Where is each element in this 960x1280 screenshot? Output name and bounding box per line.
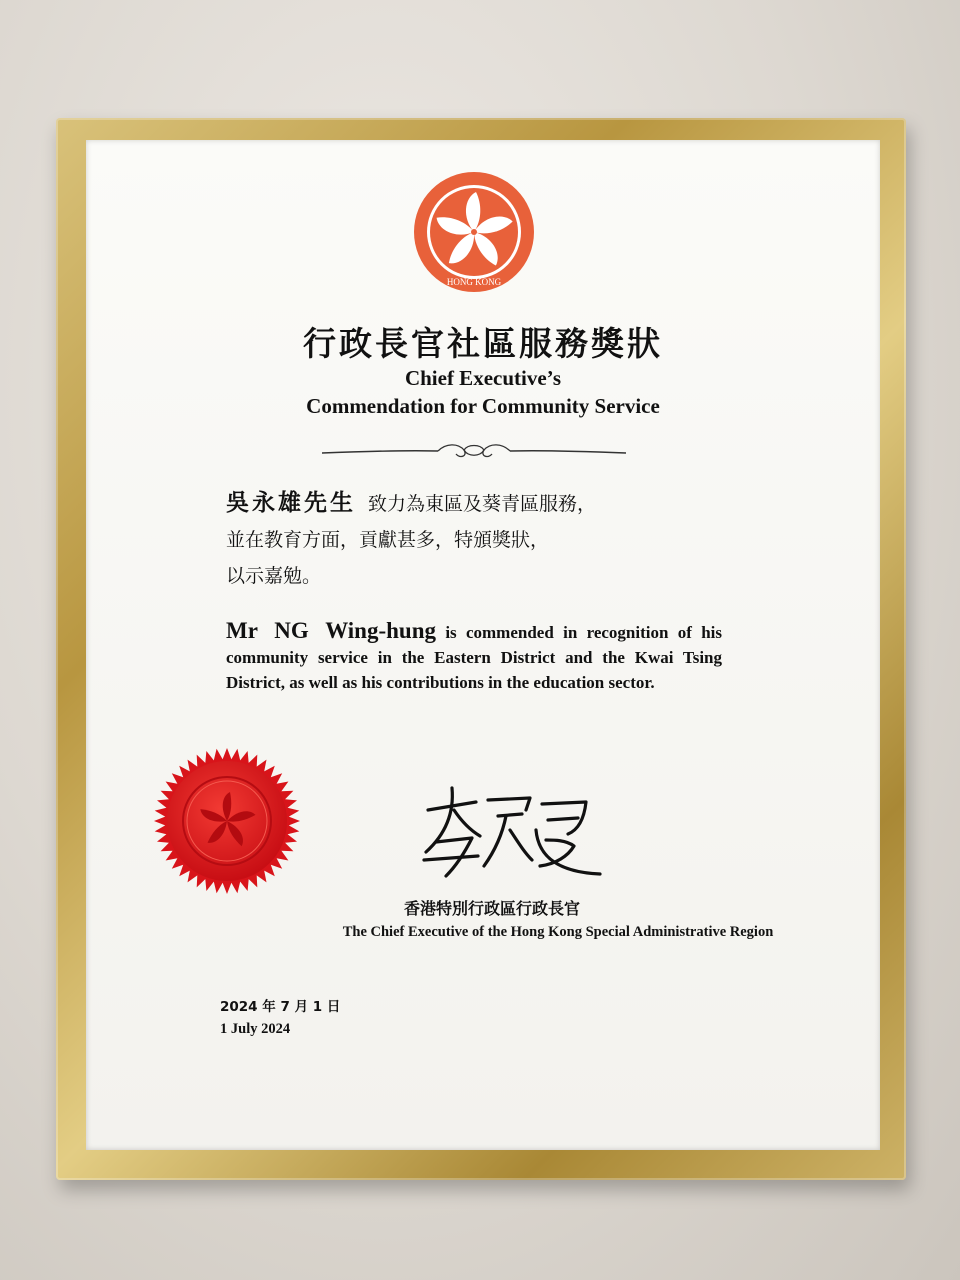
certificate-paper <box>86 140 880 1150</box>
handwritten-signature <box>418 780 604 886</box>
signatory-title-chinese: 香港特別行政區行政長官 <box>403 899 580 918</box>
emblem-label: HONG KONG <box>446 277 502 287</box>
citation-chinese <box>226 485 746 594</box>
bauhinia-emblem-icon <box>412 170 536 294</box>
title-english-line-2: Commendation for Community Service <box>306 394 660 418</box>
citation-chinese-line-1: 致力為東區及葵青區服務， <box>368 493 597 515</box>
citation-english <box>226 618 722 695</box>
red-wax-seal-icon <box>152 746 302 896</box>
signatory-title-english: The Chief Executive of the Hong Kong Special Administrative Region <box>342 924 774 940</box>
citation-chinese-line-3: 以示嘉勉。 <box>226 565 322 587</box>
title-chinese: 行政長官社區服務獎狀 <box>303 324 663 363</box>
awardee-name-english: Mr NG Wing-hung <box>226 618 437 643</box>
issue-date-chinese: 2024 年 7 月 1 日 <box>220 999 341 1015</box>
title-english <box>86 364 880 420</box>
issue-date <box>220 996 340 1040</box>
issue-date-english: 1 July 2024 <box>220 1021 291 1037</box>
title-english-line-1: Chief Executive’s <box>404 366 562 390</box>
gold-picture-frame <box>56 118 906 1180</box>
ornamental-divider-icon <box>318 440 630 462</box>
citation-english-text: is commended in recognition of his community service in the Eastern District and the Kwai Tsing District, as well as his contributions in the education sector. <box>226 623 723 692</box>
awardee-name-chinese: 吳永雄先生 <box>226 490 356 516</box>
citation-chinese-line-2: 並在教育方面，貢獻甚多，特頒獎狀， <box>226 529 550 551</box>
